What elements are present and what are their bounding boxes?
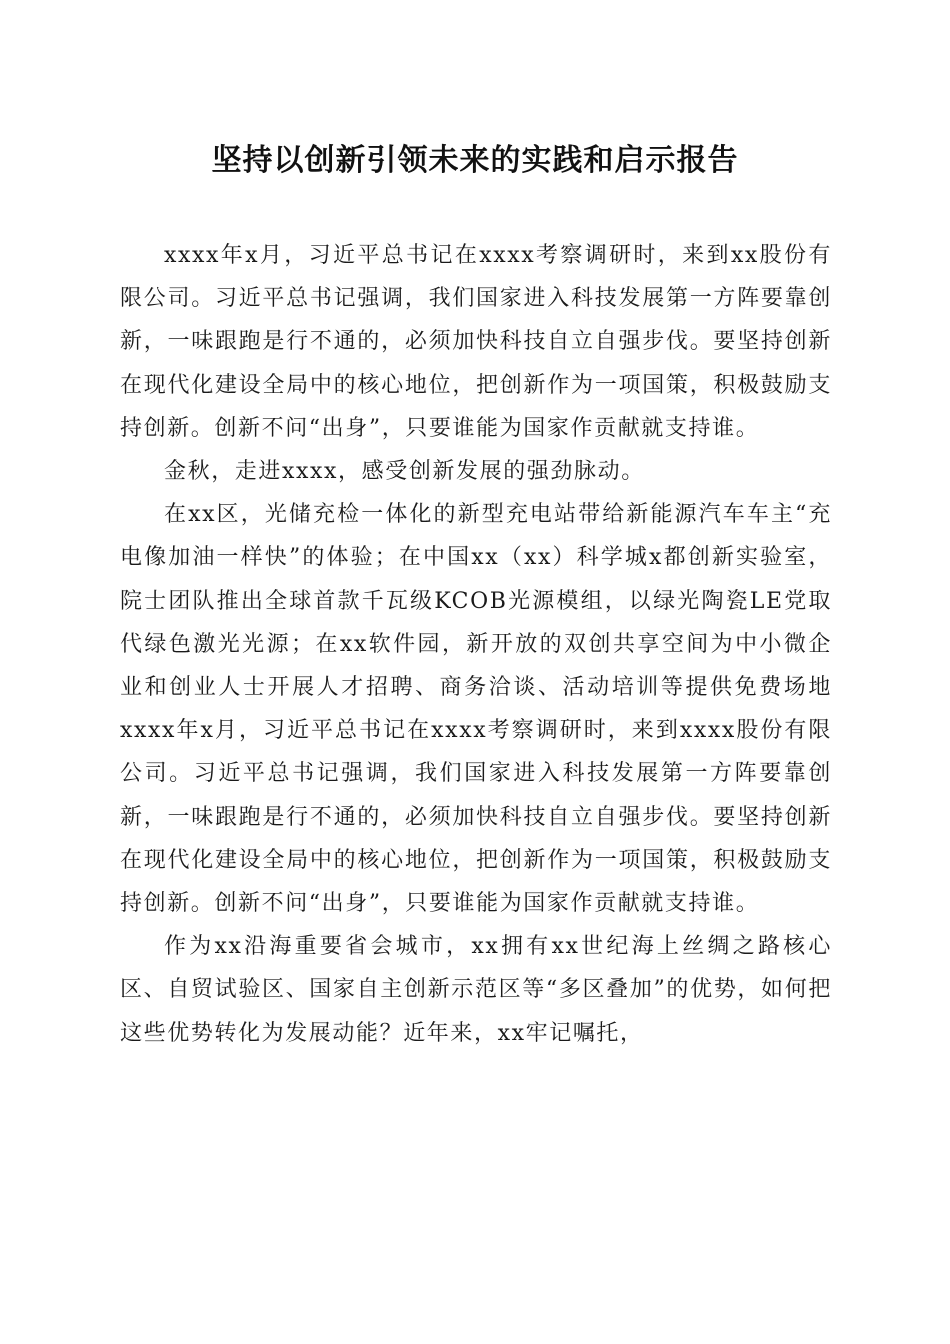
paragraph: 金秋，走进xxxx，感受创新发展的强劲脉动。 [164, 459, 645, 485]
document-title: 坚持以创新引领未来的实践和启示报告 [211, 143, 739, 178]
document-body [120, 234, 832, 1055]
paragraph: xxxx年x月，习近平总书记在xxxx考察调研时，来到xx股份有限公司。习近平总书记强调，我们国家进入科技发展第一方阵要靠创新，一味跟跑是行不通的，必须加快科技自立自强步伐。要坚持创新在现代化建设全局中的核心地位，把创新作为一项国策，积极鼓励支持创新。创新不问“出身”，只要谁能为国家作贡献就支持谁。 [120, 243, 832, 441]
paragraph: 作为xx沿海重要省会城市，xx拥有xx世纪海上丝绸之路核心区、自贸试验区、国家自主创新示范区等“多区叠加”的优势，如何把这些优势转化为发展动能？近年来，xx牢记嘱托， [120, 934, 832, 1046]
paragraph: 在xx区，光储充检一体化的新型充电站带给新能源汽车车主“充电像加油一样快”的体验；在中国xx（xx）科学城x都创新实验室，院士团队推出全球首款千瓦级KCOB光源模组，以绿光陶瓷LE党取代绿色激光光源；在xx软件园，新开放的双创共享空间为中小微企业和创业人士开展人才招聘、商务洽谈、活动培训等提供免费场地xxxx年x月，习近平总书记在xxxx考察调研时，来到xxxx股份有限公司。习近平总书记强调，我们国家进入科技发展第一方阵要靠创新，一味跟跑是行不通的，必须加快科技自立自强步伐。要坚持创新在现代化建设全局中的核心地位，把创新作为一项国策，积极鼓励支持创新。创新不问“出身”，只要谁能为国家作贡献就支持谁。 [120, 502, 832, 917]
